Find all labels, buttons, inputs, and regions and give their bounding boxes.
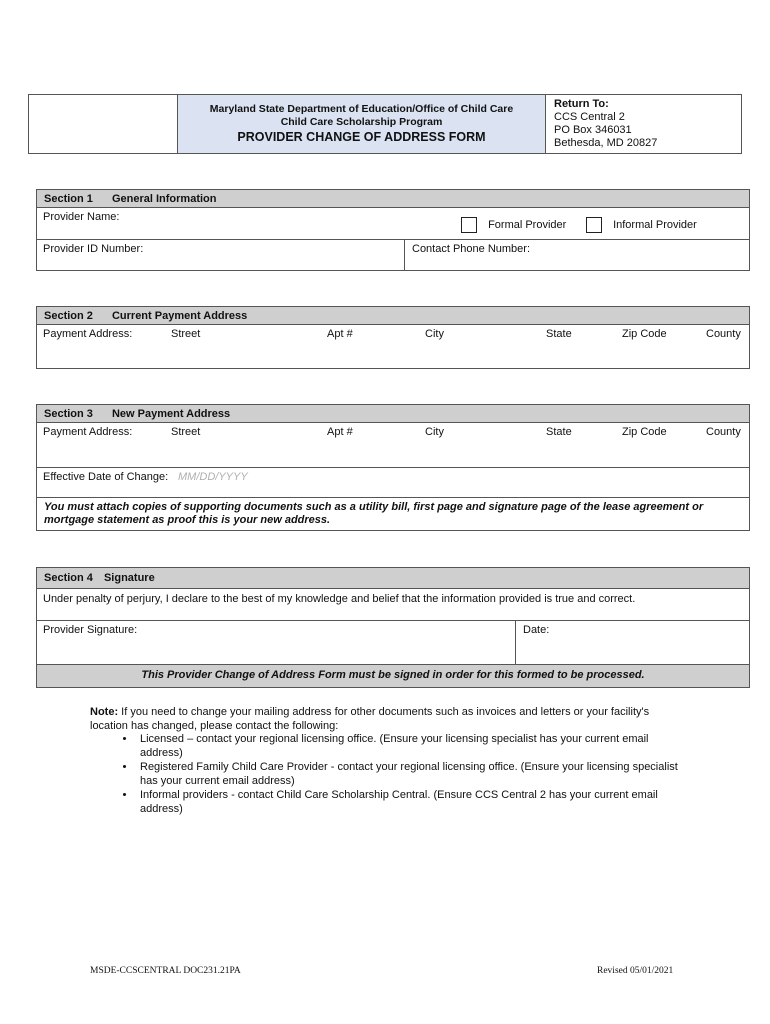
section3-header bbox=[36, 404, 750, 423]
effective-date-field[interactable] bbox=[36, 467, 750, 498]
note-item: • Registered Family Child Care Provider - contact your regional licensing office. (Ensure your licensing specialist has your current email address) bbox=[136, 761, 690, 788]
effective-date-label: Effective Date of Change: bbox=[43, 471, 169, 483]
provider-id-field[interactable] bbox=[36, 239, 405, 271]
section2-title: Current Payment Address bbox=[111, 310, 248, 322]
column-zip-code: Zip Code bbox=[622, 426, 667, 438]
footer-doc-code: MSDE-CCSCENTRAL DOC231.21PA bbox=[90, 966, 241, 976]
section2-number: Section 2 bbox=[44, 310, 93, 322]
section3-number: Section 3 bbox=[44, 408, 93, 420]
date-field[interactable] bbox=[515, 620, 750, 665]
section1-number: Section 1 bbox=[44, 193, 93, 205]
note-intro-text: If you need to change your mailing address for other documents such as invoices and letters or your facility's location has changed, please contact the following: bbox=[90, 706, 650, 732]
column-city: City bbox=[425, 426, 444, 438]
payment-address-label: Payment Address: bbox=[43, 328, 133, 340]
payment-address-label: Payment Address: bbox=[43, 426, 133, 438]
column-county: County bbox=[706, 328, 741, 340]
note-intro bbox=[90, 706, 690, 733]
return-to-label: Return To: bbox=[554, 98, 609, 110]
org-line1: Maryland State Department of Education/Office of Child Care bbox=[209, 103, 514, 115]
provider-signature-field[interactable] bbox=[36, 620, 516, 665]
note-item: • Informal providers - contact Child Care Scholarship Central. (Ensure CCS Central 2 has your current email address) bbox=[136, 789, 690, 816]
column-city: City bbox=[425, 328, 444, 340]
perjury-statement: Under penalty of perjury, I declare to the best of my knowledge and belief that the information provided is true and correct. bbox=[43, 593, 636, 605]
footer-revised: Revised 05/01/2021 bbox=[597, 966, 674, 976]
return-to-line: PO Box 346031 bbox=[554, 124, 632, 136]
new-payment-address-field[interactable] bbox=[36, 422, 750, 468]
provider-signature-label: Provider Signature: bbox=[43, 624, 138, 636]
column-apt: Apt # bbox=[327, 328, 353, 340]
form-title: PROVIDER CHANGE OF ADDRESS FORM bbox=[237, 130, 486, 144]
must-sign-notice-box bbox=[36, 664, 750, 688]
section4-title: Signature bbox=[103, 572, 155, 584]
must-sign-notice: This Provider Change of Address Form must be signed in order for this formed to be processed. bbox=[141, 669, 645, 681]
section2-header bbox=[36, 306, 750, 325]
header-title-box bbox=[177, 94, 546, 154]
column-state: State bbox=[546, 426, 572, 438]
section1-row-provider-name[interactable] bbox=[36, 207, 750, 240]
perjury-statement-box bbox=[36, 588, 750, 621]
return-to-line: CCS Central 2 bbox=[554, 111, 625, 123]
contact-phone-label: Contact Phone Number: bbox=[412, 243, 531, 255]
informal-provider-label: Informal Provider bbox=[613, 219, 697, 231]
note-label: Note: bbox=[90, 706, 119, 718]
column-apt: Apt # bbox=[327, 426, 353, 438]
contact-phone-field[interactable] bbox=[404, 239, 750, 271]
column-state: State bbox=[546, 328, 572, 340]
attach-notice-box bbox=[36, 497, 750, 531]
informal-provider-checkbox[interactable] bbox=[586, 217, 602, 233]
return-to-line: Bethesda, MD 20827 bbox=[554, 137, 658, 149]
note-list bbox=[90, 733, 690, 816]
date-label: Date: bbox=[523, 624, 550, 636]
section1-header bbox=[36, 189, 750, 208]
formal-provider-checkbox[interactable] bbox=[461, 217, 477, 233]
formal-provider-option[interactable] bbox=[461, 217, 566, 233]
section1-title: General Information bbox=[111, 193, 217, 205]
column-county: County bbox=[706, 426, 741, 438]
formal-provider-label: Formal Provider bbox=[488, 219, 567, 231]
provider-name-label: Provider Name: bbox=[43, 211, 120, 223]
section4-header bbox=[36, 567, 750, 589]
note-block bbox=[90, 706, 690, 817]
effective-date-placeholder: MM/DD/YYYY bbox=[178, 471, 248, 483]
column-street: Street bbox=[171, 328, 201, 340]
provider-id-label: Provider ID Number: bbox=[43, 243, 144, 255]
section4-number: Section 4 bbox=[44, 572, 93, 584]
section3-title: New Payment Address bbox=[111, 408, 231, 420]
return-to-box bbox=[545, 94, 742, 154]
informal-provider-option[interactable] bbox=[586, 217, 697, 233]
org-line2: Child Care Scholarship Program bbox=[280, 116, 443, 128]
note-item: • Licensed – contact your regional licensing office. (Ensure your licensing specialist has your current email address) bbox=[136, 733, 690, 760]
column-street: Street bbox=[171, 426, 201, 438]
column-zip-code: Zip Code bbox=[622, 328, 667, 340]
attach-notice-text: You must attach copies of supporting documents such as a utility bill, first page and signature page of the lease agreement or mortgage statement as proof this is your new address. bbox=[44, 501, 704, 526]
current-payment-address-field[interactable] bbox=[36, 324, 750, 369]
header-left-box bbox=[28, 94, 178, 154]
